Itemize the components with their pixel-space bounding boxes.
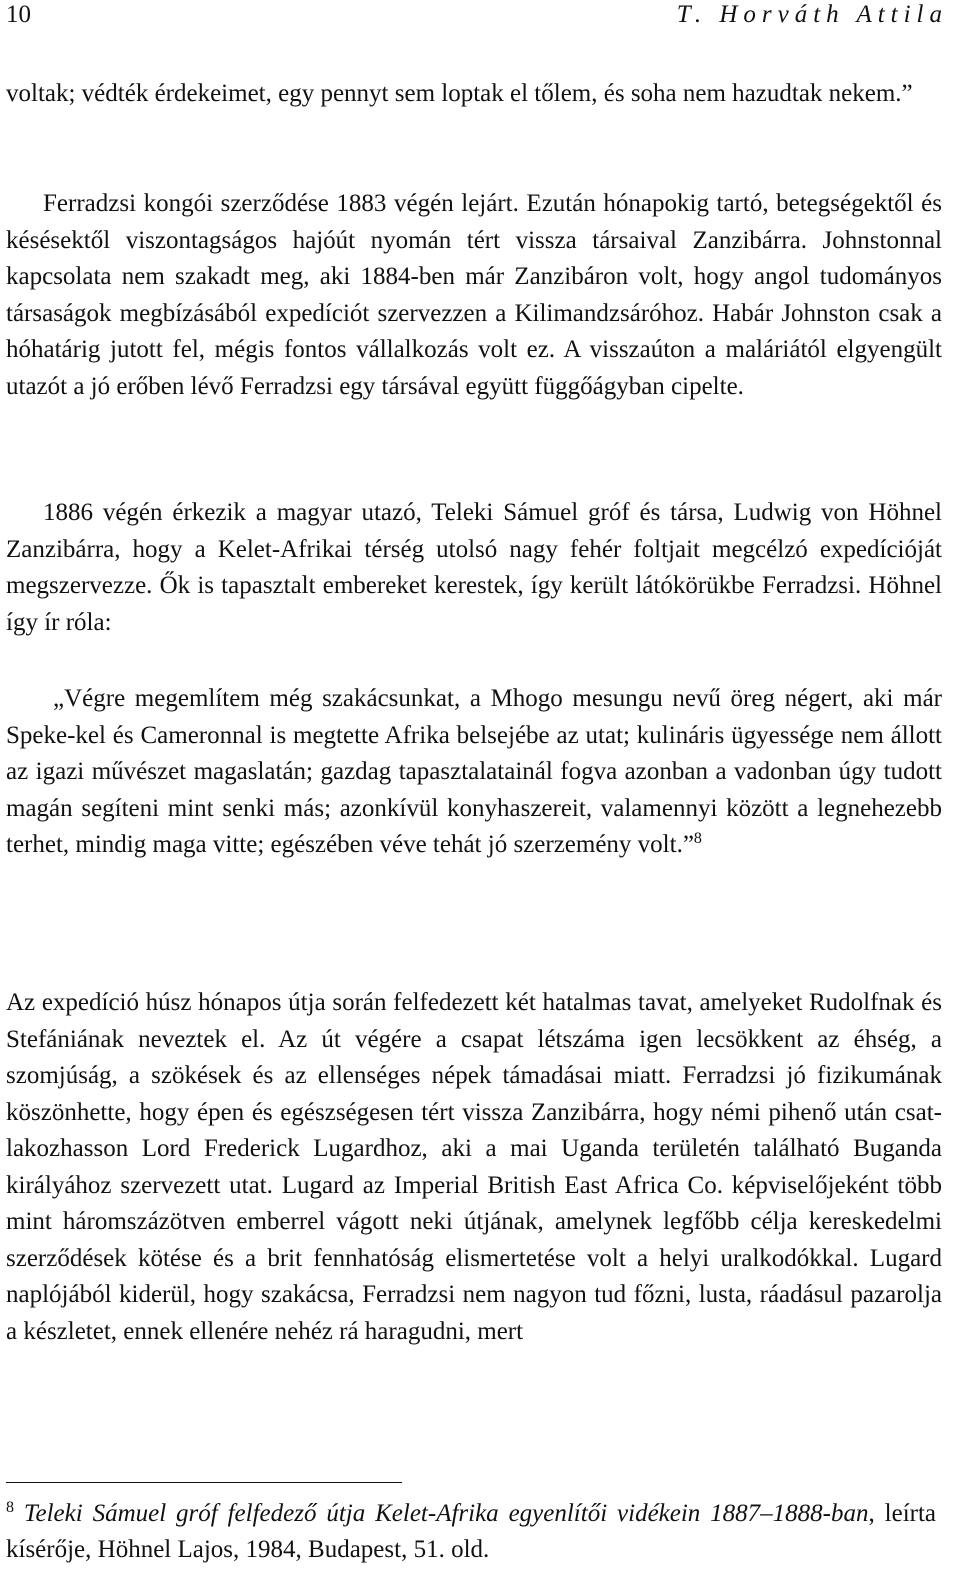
page-header	[6, 0, 948, 30]
paragraph-3: 1886 végén érkezik a magyar utazó, Teleki Sámuel gróf és társa, Ludwig von Höhnel Zanzibárra, hogy a Kelet-Afrikai térség utolsó nagy fehér foltjait megcélzó expedícióját megszervezze. Ők is tapasztalt embereket kerestek, így került látókörükbe Ferradzsi. Höhnel így ír róla:	[6, 499, 942, 636]
page-number: 10	[6, 1, 31, 28]
footnote-divider	[6, 1482, 402, 1483]
paragraph-1: voltak; védték érdekeimet, egy pennyt sem loptak el tőlem, és soha nem hazudtak nekem.”	[6, 80, 913, 107]
paragraph-2: Ferradzsi kongói szerződése 1883 végén lejárt. Ezután hónapokig tartó, betegségektől és késésektől viszontagságos hajóút nyomán tért vissza társaival Zanzibárra. Johnstonnal kapcsolata nem szakadt meg, aki 1884-ben már Zanzibáron volt, hogy angol tudományos társaságok megbízásából expedíciót szervezzen a Kilimandzsáróhoz. Habár Johnston csak a hóhatárig jutott fel, mégis fontos vállalkozás volt ez. A visszaúton a maláriától elgyengült utazót a jó erőben lévő Ferradzsi egy társával együtt függőágyban cipelte.	[6, 190, 942, 400]
paragraph-4: Az expedíció húsz hónapos útja során felfedezett két hatalmas tavat, amelyeket Rudolfnak és Stefániának neveztek el. Az út végére a csapat létszáma igen lecsökkent az éhség, a szomjúság, a szökések és az ellenséges népek támadásai miatt. Ferradzsi jó fizikumának köszönhette, hogy épen és egészségesen tért vissza Zanzibárra, hogy némi pihenő után csatlakozhasson Lord Frederick Lugardhoz, aki a mai Uganda területén található Buganda királyához szervezett utat. Lugard az Imperial British East Africa Co. képviselőjeként több mint háromszázötven emberrel vágott neki útjának, amelynek legfőbb célja kereskedelmi szerződések kötése és a brit fennhatóság elismertetése volt a helyi uralkodókkal. Lugard naplójából kiderül, hogy szakácsa, Ferradzsi nem nagyon tud főzni, lusta, ráadásul pazarolja a készletet, ennek ellenére nehéz rá haragudni, mert	[6, 989, 942, 1345]
footnote-number: 8	[6, 1499, 14, 1516]
quote-text: „Végre megemlítem még szakácsunkat, a Mhogo mesungu nevű öreg négert, aki már Speke-kel és Cameronnal is megtette Afrika belsejébe az utat; kulináris ügyessége nem állott az igazi művészet magaslatán; gazdag tapasztalatainál fogva azonban a vadonban úgy tudott magán segíteni mint senki más; azonkívül konyhaszereit, valamennyi között a legnehezebb terhet, mindig maga vitte; egészében véve tehát jó szerzemény volt.”	[6, 685, 942, 858]
running-head: T. Horváth Attila	[676, 1, 948, 28]
footnote-reference: 8	[693, 830, 702, 847]
block-quote	[6, 681, 942, 864]
footnote-rest: , leírta kísérője, Höhnel Lajos, 1984, Budapest, 51. old.	[6, 1500, 937, 1563]
footnote	[6, 1496, 936, 1568]
footnote-title: Teleki Sámuel gróf felfedező útja Kelet-Afrika egyenlítői vidékein 1887–1888-ban	[23, 1500, 869, 1527]
